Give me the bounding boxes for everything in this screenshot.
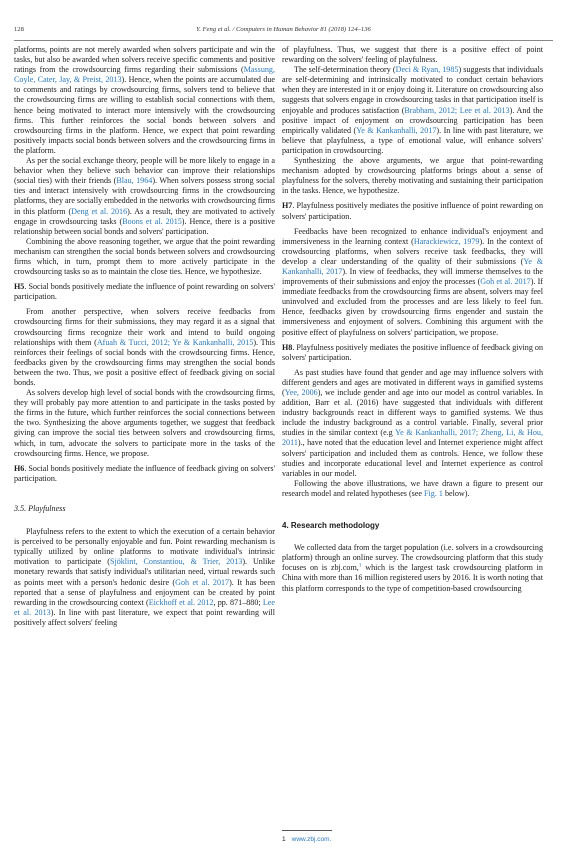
subsection-heading: 3.5. Playfulness (14, 503, 66, 513)
citation-link[interactable]: Afuah & Tucci, 2012; Ye & Kankanhalli, 2015 (96, 337, 254, 347)
citation-link[interactable]: Boons et al. 2015 (122, 216, 182, 226)
paragraph: Playfulness refers to the extent to which the execution of a certain behavior is perceived to be personally enjoyable and fun. Point rewarding mechanism is typically utilized by online platforms to motivate individual's intrinsic motivation to participate (Sjöklint, Constantiou, & Trier, 2013). Unlike monetary rewards that satisfy individual's utilitarian need, virtual rewards such as points meet with a person's hedonic desire (Goh et al. 2017). It has been reported that a sense of playfulness and enjoyment can be created by point rewarding in the crowdsourcing context (Eickhoff et al. 2012, pp. 871–880; Lee et al. 2013). In line with past literature, we expect that point rewarding will positively affect solvers' feeling (14, 527, 275, 627)
running-header (14, 26, 553, 38)
paragraph: As per the social exchange theory, people will be more likely to engage in a behavior when they believe such behavior can improve their relationships (social ties) with their friends (Blau, 1964). When solvers possess strong social ties and interact intensively with crowdsourcing firms in the crowdsourcing platforms, they are socially embedded in the networks with crowdsourcing firms in this platform (Deng et al. 2016). As a result, they are motivated to actively engage in crowdsourcing tasks (Boons et al. 2015). Hence, there is a positive relationship between social bonds and solvers' participation. (14, 156, 276, 236)
citation-link[interactable]: Harackiewicz, 1979 (413, 236, 480, 246)
citation-link[interactable]: Deci & Ryan, 1985 (395, 65, 459, 75)
paragraph: Following the above illustrations, we have drawn a figure to present our research model and related hypotheses (see Fig. 1 below). (282, 478, 543, 498)
paragraph: Feedbacks have been recognized to enhance individual's enjoyment and immersiveness in the learning context (Harackiewicz, 1979). In the context of crowdsourcing platforms, when solvers receive task feedbacks, they will develop a clear understanding of the quality of their submissions (Ye & Kankanhalli, 2017). In view of feedbacks, they will immerse themselves to the improvements of their submissions and enjoy the processes (Goh et al. 2017). If immediate feedbacks from the crowdsourcing firms are absent, solvers may feel uninvolved and excluded from the processes and are less likely to feel fun. Hence, feedbacks given by crowdsourcing firms engender and sustain the immersiveness and enjoyment of solvers. Combining this argument with the positive effect of playfulness on solvers' participation, we propose. (282, 226, 544, 337)
citation-link[interactable]: Ye & Kankanhalli, 2017 (282, 256, 543, 276)
citation-link[interactable]: Brabham, 2012; Lee et al. 2013 (404, 105, 510, 115)
paragraph: of playfulness. Thus, we suggest that there is a positive effect of point rewarding on the solvers' feeling of playfulness. (282, 45, 543, 65)
paragraph: As past studies have found that gender and age may influence solvers with different genders and ages are motivated in different ways in gamified systems (Yee, 2006), we include gender and age into our model as control variables. In addition, Barr et al. (2016) have suggested that individuals with different industry backgrounds react in different ways to gamified systems. We thus include the industry background as a control variable. Finally, several prior studies in the similar context (e.g Ye & Kankanhalli, 2017; Zheng, Li, & Hou, 2011)., have noted that the education level and Internet experience might affect solvers' participation and included them as controls. Hence, we follow these studies and incorporate educational level and Internet experience as control variables in our model. (282, 367, 544, 478)
citation-link[interactable]: Goh et al. 2017 (480, 277, 531, 287)
figure-link[interactable]: Fig. 1 (424, 488, 443, 498)
citation-link[interactable]: Yee, 2006 (284, 388, 318, 397)
paragraph: We collected data from the target population (i.e. solvers in a crowdsourcing platform) through an online survey. The crowdsourcing platform that this study focuses on is zbj.com,$^1$ which is the largest task crowdsourcing platform in China with more than 16 million registered users by 2016. It is worth noting that this platform corresponds to the type of competition-based crowdsourcing (282, 543, 543, 593)
left-column (14, 45, 275, 628)
paragraph: Combining the above reasoning together, we argue that the point rewarding mechanism can strengthen the social bonds between solvers and crowdsourcing firms which, in turn, prompt them to more actively participate in the crowdsourcing tasks so as to maintain the close ties. Hence, we hypothesize. (14, 236, 275, 277)
citation-link[interactable]: Massung, Coyle, Cater, Jay, & Preist, 2013 (14, 65, 275, 85)
paragraph: As solvers develop high level of social bonds with the crowdsourcing firms, they will probably pay more attention to and participate in the tasks posted by the firms in the future, which further reinforces the social connections between the two. Synthesizing the above arguments together, we suggest that feedback giving can improve the social ties between solvers and crowdsourcing firms, which, in turn, advocate the solvers to participate more in the tasks of the crowdsourcing firms. Hence, we propose. (14, 388, 275, 458)
citation-link[interactable]: Eickhoff et al. 2012 (148, 597, 214, 607)
footnote-number: 1 (282, 836, 286, 843)
hypothesis-h6: H6. Social bonds positively mediate the influence of feedback giving on solvers' participation. (14, 463, 275, 483)
page-number: 128 (14, 26, 24, 33)
citation-link[interactable]: Blau, 1964 (116, 176, 153, 186)
citation-link[interactable]: Ye & Kankanhalli, 2017 (356, 125, 437, 135)
paragraph: The self-determination theory (Deci & Ryan, 1985) suggests that individuals are self-determining and intrinsically motivated to conduct certain behaviors when they are interested in it or enjoy doing it. Literature on crowdsourcing also suggests that solvers engage in crowdsourcing tasks in that participation itself is enjoyable and produces satisfaction (Brabham, 2012; Lee et al. 2013). And the positive impact of enjoyment on crowdsourcing participation has been empirically validated (Ye & Kankanhalli, 2017). In line with past literature, we believe that playfulness, a type of emotional value, will enhance solvers' participation in crowdsourcing. (282, 65, 544, 155)
citation-link[interactable]: Ye & Kankanhalli, 2017; Zheng, Li, & Hou, 2011 (282, 428, 544, 448)
paragraph: Synthesizing the above arguments, we argue that point-rewarding mechanism adopted by crowdsourcing platforms brings about a sense of playfulness for the solvers, thereby motivating and sustaining their participation in the tasks. Hence, we hypothesize. (282, 156, 543, 196)
footnote (282, 836, 331, 843)
citation-link[interactable]: Deng et al. 2016 (71, 206, 128, 216)
paragraph: From another perspective, when solvers receive feedbacks from crowdsourcing firms for their submissions, they may regard it as a signal that crowdsourcing firms recognize their work and intend to build ongoing relationships with them (Afuah & Tucci, 2012; Ye & Kankanhalli, 2015). This reinforces their feelings of social bonds with the crowdsourcing firms. Hence, feedbacks given by the crowdsourcing firms may strengthen the social bonds between the two. Thus, we posit a positive effect of feedback giving on social bonds. (14, 307, 276, 387)
footnote-rule (282, 830, 332, 831)
hypothesis-h7: H7. Playfulness positively mediates the positive influence of point rewarding on solvers' participation. (282, 201, 543, 221)
hypothesis-h8: H8. Playfulness positively mediates the positive influence of feedback giving on solvers' participation. (282, 342, 543, 362)
citation-link[interactable]: Lee et al. 2013 (14, 597, 275, 617)
hypothesis-h5: H5. Social bonds positively mediate the influence of point rewarding on solvers' participation. (14, 282, 275, 302)
citation-link[interactable]: Goh et al. 2017 (175, 577, 230, 587)
footnote-marker[interactable]: 1 (358, 562, 362, 569)
journal-citation: Y. Feng et al. / Computers in Human Behavior 81 (2018) 124–136 (196, 26, 371, 33)
section-heading: 4. Research methodology (282, 521, 380, 531)
paragraph: platforms, points are not merely awarded when solvers participate and win the tasks, but also be awarded when solvers receive specific comments and positive ratings from the crowdsourcing firms regarding their submissions (Massung, Coyle, Cater, Jay, & Preist, 2013). Hence, when the points are accumulated due to comments and ratings by crowdsourcing firms, solvers tend to believe that the crowdsourcing firms are willing to establish social connections with them, hence being motivated to interact more intensively with the crowdsourcing firms. This further reinforces the social bonds between solvers and crowdsourcing firms in the platform. Hence, we expect that point rewarding positively impacts social bonds between solvers and the crowdsourcing firms in the platform. (14, 45, 275, 155)
citation-link[interactable]: Sjöklint, Constantiou, & Trier, 2013 (109, 557, 243, 567)
header-rule (14, 40, 553, 41)
footnote-link[interactable]: www.zbj.com. (291, 836, 332, 843)
right-column (282, 45, 543, 594)
